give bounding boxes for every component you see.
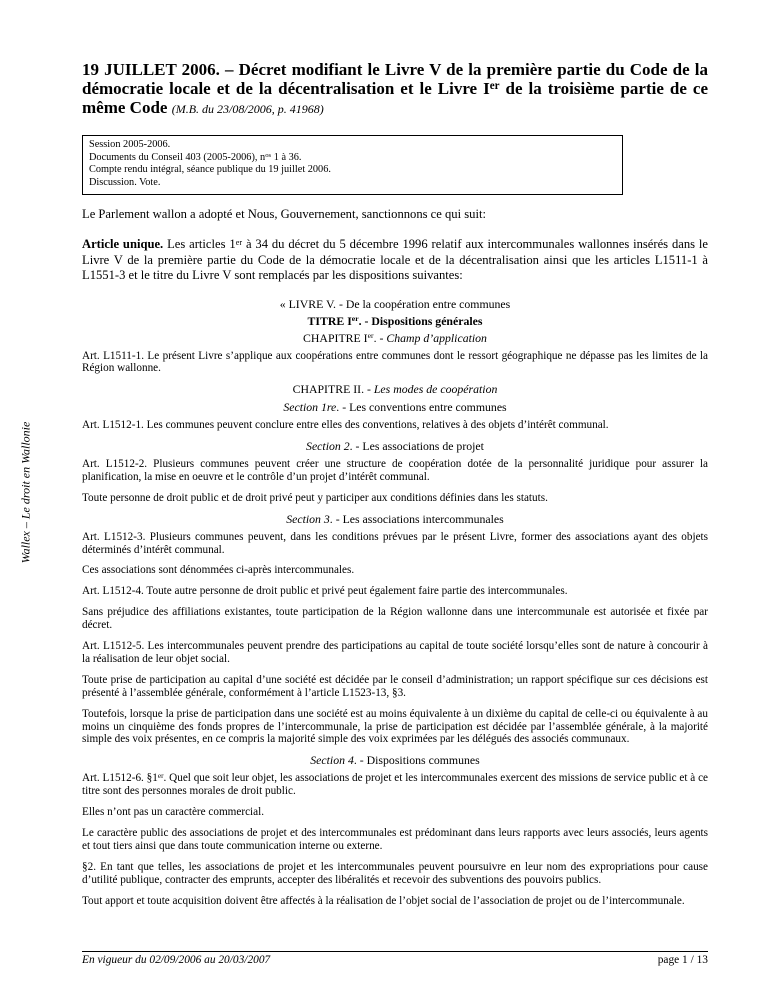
article-L1512-5-paragraph: Toute prise de participation au capital d’une société est décidée par le conseil d’administration; un rapport spécifique sur ces décisions est présenté à l’assemblée générale, conformément à l’article L1523-13, §3. bbox=[82, 673, 708, 699]
article-L1512-6-paragraph: Le caractère public des associations de projet et des intercommunales est prédominant dans leurs rapports avec leurs associés, leurs agents et tout tiers ainsi que dans toute communication interne ou externe. bbox=[82, 827, 708, 852]
page-footer bbox=[82, 951, 708, 966]
article-L1512-6: Art. L1512-6. §1er. Quel que soit leur objet, les associations de projet et les intercommunales exercent des missions de service public et à ce titre sont des personnes morales de droit public. bbox=[82, 772, 708, 798]
source-reference: (M.B. du 23/08/2006, p. 41968) bbox=[171, 102, 324, 116]
enactment-formula: Le Parlement wallon a adopté et Nous, Gouvernement, sanctionnons ce qui suit: bbox=[82, 206, 486, 221]
titre-heading: TITRE Ier. - Dispositions générales bbox=[307, 313, 483, 328]
article-L1512-6-paragraph: Elles n’ont pas un caractère commercial. bbox=[82, 806, 265, 819]
chapter2-heading: CHAPITRE II. - Les modes de coopération bbox=[292, 382, 498, 397]
article-L1512-2: Art. L1512-2. Plusieurs communes peuvent créer une structure de coopération dotée de la personnalité juridique pour assurer la planification, la mise en oeuvre et le contrôle d’un projet d’intérêt communal. bbox=[82, 457, 708, 483]
section1-heading: Section 1re. - Les conventions entre communes bbox=[283, 400, 507, 415]
article-L1512-5-paragraph: Toutefois, lorsque la prise de participation dans une société est au moins équivalente à un dixième du capital de celle-ci ou équivalente à au moins un cinquième des fonds propres de l’intercommunale, la prise de participation est décidée par l’assemblée générale, à la majorité simple des voix présentes, en ce compris la majorité simple des voix exprimées par les délégués des associés communaux. bbox=[82, 707, 708, 746]
validity-period: En vigueur du 02/09/2006 au 20/03/2007 bbox=[82, 954, 271, 966]
article-L1512-4-paragraph: Sans préjudice des affiliations existantes, toute participation de la Région wallonne dans une intercommunale est autorisée et fixée par décret. bbox=[82, 606, 708, 632]
article-L1512-6-paragraph: Tout apport et toute acquisition doivent être affectés à la réalisation de l’objet social de l’association de projet ou de l’intercommunale. bbox=[82, 894, 685, 907]
sidebar-watermark: Wallex – Le droit en Wallonie bbox=[18, 421, 33, 564]
document-content bbox=[82, 60, 708, 916]
article-L1512-4: Art. L1512-4. Toute autre personne de droit public et privé peut également faire partie des intercommunales. bbox=[82, 585, 568, 598]
section3-heading: Section 3. - Les associations intercommunales bbox=[286, 511, 504, 526]
article-L1512-3-paragraph: Ces associations sont dénommées ci-après intercommunales. bbox=[82, 564, 355, 577]
session-box: Session 2005-2006. Documents du Conseil 403 (2005-2006), $n^{os}$ 1 à 36. Compte rendu intégral, séance publique du 19 juillet 2006. Discussion. Vote. bbox=[82, 135, 623, 195]
article-L1512-2-paragraph: Toute personne de droit public et de droit privé peut y participer aux conditions définies dans les statuts. bbox=[82, 491, 548, 504]
article-L1512-1: Art. L1512-1. Les communes peuvent conclure entre elles des conventions, relatives à des objets d’intérêt communal. bbox=[82, 419, 609, 432]
page-number: page 1 / 13 bbox=[657, 954, 708, 966]
livre-heading: « LIVRE V. - De la coopération entre communes bbox=[279, 296, 511, 311]
section2-heading: Section 2. - Les associations de projet bbox=[306, 439, 484, 454]
article-L1511-1: Art. L1511-1. Le présent Livre s’applique aux coopérations entre communes dont le ressort géographique ne dépasse pas les limites de la Région wallonne. bbox=[82, 349, 708, 375]
article-L1512-3: Art. L1512-3. Plusieurs communes peuvent, dans les conditions prévues par le présent Livre, former des associations ayant des objets déterminés d’intérêt communal. bbox=[82, 530, 708, 556]
article-L1512-5: Art. L1512-5. Les intercommunales peuvent prendre des participations au capital de toute société lorsqu’elles sont de nature à concourir à la réalisation de leur objet social. bbox=[82, 640, 708, 665]
article-L1512-6-paragraph: §2. En tant que telles, les associations de projet et les intercommunales peuvent poursuivre en leur nom des expropriations pour cause d’utilité publique, contracter des emprunts, accepter des libéralités et recevoir des subventions des pouvoirs publics. bbox=[82, 860, 708, 886]
decree-body bbox=[82, 298, 708, 908]
section4-heading: Section 4. - Dispositions communes bbox=[310, 753, 480, 768]
article-unique: Article unique. Les articles 1er à 34 du décret du 5 décembre 1996 relatif aux intercommunales wallonnes insérés dans le Livre V de la première partie du Code de la démocratie locale et de la décentralisation ainsi que les articles L1511-1 à L1551-3 et le titre du Livre V sont remplacés par les dispositions suivantes: bbox=[82, 237, 708, 283]
document-title: 19 JUILLET 2006. – Décret modifiant le Livre V de la première partie du Code de la démocratie locale et de la décentralisation et le Livre Ier de la troisième partie de ce même Code (M.B. du 23/08/2006, p. 41968) bbox=[82, 60, 708, 117]
chapter1-heading: CHAPITRE Ier. - Champ d’application bbox=[303, 330, 487, 345]
